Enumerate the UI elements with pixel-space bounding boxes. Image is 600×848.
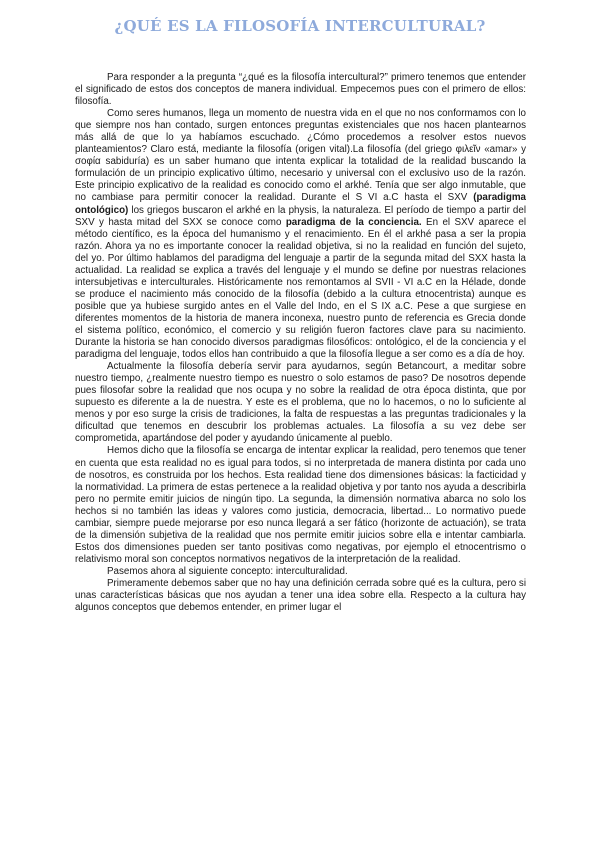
paragraph-betancourt: Actualmente la filosofía debería servir para ayudarnos, según Betancourt, a meditar sobre nuestro tiempo, ¿realmente nuestro tiempo es nuestro o solo estamos de paso? De nosotros depende pues filosofar sobre la realidad que nos ocupa y no sobre la realidad de otra época distinta, que por supuesto es diferente a la de nuestra. Y este es el problema, que no lo hacemos, o no lo suficiente al menos y por eso surge la crisis de tradiciones, la falta de respuestas a las preguntas tradicionales y la dificultad que tenemos en descubrir los problemas actuales. La filosofía a su vez debe ser comprometida, apartándose del poder y ayudando únicamente al pueblo.: [75, 361, 526, 445]
paragraph-culture: Primeramente debemos saber que no hay una definición cerrada sobre qué es la cultura, pero si unas características básicas que nos ayudan a tener una idea sobre ella. Respecto a la cultura hay algunos conceptos que debemos entender, en primer lugar el: [75, 577, 526, 614]
paragraph-text: Como seres humanos, llega un momento de nuestra vida en el que no nos conformamos con lo que siempre nos han contado, surgen entonces preguntas existenciales que nos hacen plantearnos más allá de que lo ya habíamos escuchado. ¿Cómo procedemos a resolver estos nuevos planteamientos? Claro está, mediante la filosofía (origen vital).La filosofía (del griego φιλεῖν «amar» y σοφία sabiduría) es un saber humano que intenta explicar la totalidad de la realidad buscando la formulación de un principio explicativo último, necesario y universal con el exclusivo uso de la razón. Este principio explicativo de la realidad es conocido como el arkhé. Tenía que ser algo inmutable, que no cambiase para permitir conocer la realidad. Durante el S VI a.C hasta el SXV: [75, 108, 526, 204]
paragraph-intro: Para responder a la pregunta “¿qué es la filosofía intercultural?” primero tenemos que entender el significado de estos dos conceptos de manera individual. Empecemos pues con el primero de ellos: filosofía.: [75, 72, 526, 108]
paragraph-reality-dimensions: Hemos dicho que la filosofía se encarga de intentar explicar la realidad, pero tenemos que tener en cuenta que esta realidad no es igual para todos, si no interpretada de manera distinta por cada uno de nosotros, es construida por los hechos. Esta realidad tiene dos dimensiones básicas: la facticidad y la normatividad. La primera de estas pertenece a la realidad objetiva y por tanto nos ayuda a describirla pero no permite emitir juicios de ningún tipo. La segunda, la dimensión normativa abarca no solo los hechos si no también las ideas y valores como justicia, democracia, libertad... Lo normativo puede cambiar, siempre puede mejorarse por eso nunca llegará a ser fático (horizonte de actuación), se trata de la dimensión subjetiva de la realidad que nos permite emitir juicios sobre ella e intentar cambiarla. Estos dos dimensiones pueden ser tanto positivas como negativas, por ejemplo el etnocentrismo o relativismo moral son conceptos normativos negativos de la interpretación de la realidad.: [75, 445, 526, 565]
paragraph-philosophy-definition: [75, 108, 526, 361]
document-title: ¿QUÉ ES LA FILOSOFÍA INTERCULTURAL?: [114, 17, 486, 35]
paragraph-text: En el SXV aparece el método científico, es la época del humanismo y el renacimiento. En él el arkhé pasa a ser la propia razón. Ahora ya no es importante conocer la realidad objetiva, si no la realidad en función del sujeto, del yo. Por último hablamos del paradigma del lenguaje a partir de la segunda mitad del SXX hasta la actualidad. La realidad se explica a través del lenguaje y el mundo se define por nuestras relaciones intersubjetivas e interculturales. Históricamente nos remontamos al SVII - VI a.C en la Hélade, donde se produce el nacimiento más conocido de la filosofía (debido a la cultura etnocentrista) aunque es posible que ya hubiese surgido antes en el Valle del Indo, en el S IX a.C. Pese a que surgiese en diferentes momentos de la historia de manera inconexa, nuestro punto de referencia es Grecia donde el sistema político, económico, el comercio y su religión fueron factores clave para su nacimiento. Durante la historia se han conocido diversos paradigmas filosóficos: ontológico, el de la conciencia y el paradigma del lenguaje, todos ellos han contribuido a que la filosofía llegue a ser como es a día de hoy.: [75, 216, 526, 361]
paragraph-text: los griegos buscaron el arkhé en la physis, la naturaleza. El período de tiempo a partir del SXV y hasta mitad del SXX se conoce como: [75, 204, 526, 228]
paragraph-next-concept: Pasemos ahora al siguiente concepto: interculturalidad.: [107, 565, 348, 577]
bold-term-consciousness-paradigm: paradigma de la conciencia.: [285, 216, 422, 228]
document-body: [75, 72, 526, 614]
bold-term-ontological-paradigm: (paradigma ontológico): [75, 192, 526, 216]
